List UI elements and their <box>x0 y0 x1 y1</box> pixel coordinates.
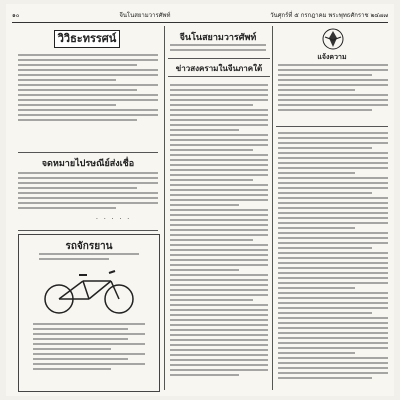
signature-dots: · · · · · <box>96 216 132 223</box>
notice-title: แจ้งความ <box>317 52 347 61</box>
section-title: จีนโนสยามวารศัพท์ <box>179 33 257 43</box>
section-title-box: วิวิธะทรรศน์ <box>54 30 120 48</box>
headline-rule <box>168 76 270 77</box>
ad-headline: รถจักรยาน <box>65 241 113 252</box>
article-headline: จดหมายไปรษณีย์ส่งเชื่อ <box>41 159 135 169</box>
garuda-emblem-icon <box>322 28 344 50</box>
ad-price-list <box>33 323 145 370</box>
article-divider <box>18 230 158 231</box>
article-divider <box>18 152 158 153</box>
bicycle-illustration-icon <box>37 265 141 315</box>
column-rule <box>164 26 165 390</box>
headline: ข่าวสงครามในจีนภาคใต้ <box>175 63 263 73</box>
newspaper-page <box>6 4 394 396</box>
running-header <box>12 10 388 23</box>
headline-rule <box>168 58 270 59</box>
ad-subtitle <box>39 253 139 260</box>
date-line: วันศุกร์ที่ ๕ กรกฎาคม พระพุทธศักราช ๒๔๗๗ <box>270 12 388 19</box>
article-body <box>18 172 158 209</box>
section-subtitle <box>170 44 266 51</box>
intro-text-block <box>18 54 158 121</box>
bicycle-advertisement <box>18 234 160 392</box>
page-number: ๑๐ <box>12 12 20 19</box>
right-article-body <box>278 132 388 379</box>
column-rule <box>272 26 273 390</box>
notice-divider <box>276 126 388 127</box>
notice-body <box>278 64 388 111</box>
paper-name: จีนโนสยามวารศัพท์ <box>119 12 171 19</box>
middle-article-body <box>170 84 268 376</box>
